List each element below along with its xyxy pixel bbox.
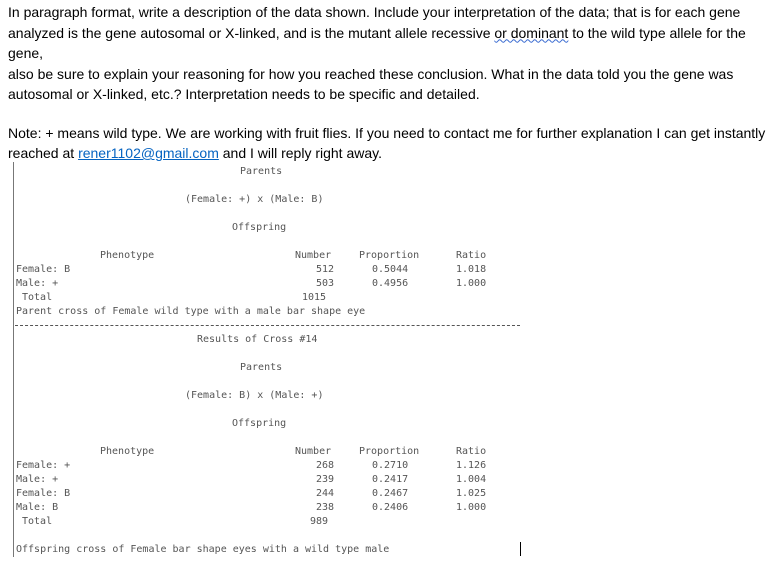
- instructions: [8, 2, 778, 164]
- cross1-row-1-number: 512: [316, 264, 335, 275]
- cross2-row-4-proportion: 0.2406: [372, 502, 409, 513]
- text-cursor: [520, 542, 521, 556]
- cross1-header-ratio: Ratio: [456, 250, 487, 261]
- cross2-row-3-phenotype: Female: B: [16, 488, 71, 499]
- cross1-row-2-proportion: 0.4956: [372, 278, 409, 289]
- cross2-row-1-proportion: 0.2710: [372, 460, 409, 471]
- cross2-parents-cross: (Female: B) x (Male: +): [185, 390, 324, 401]
- cross2-parents-label: Parents: [240, 362, 283, 373]
- instruction-line-2: [8, 23, 778, 64]
- cross1-offspring-label: Offspring: [232, 222, 287, 233]
- cross1-header-number: Number: [295, 250, 332, 261]
- cross2-row-1-number: 268: [316, 460, 335, 471]
- cross1-row-2-number: 503: [316, 278, 335, 289]
- cross2-row-1-ratio: 1.126: [456, 460, 487, 471]
- note-line-1: Note: + means wild type. We are working with fruit flies. If you need to contact me for further explanation I can get instantly: [8, 124, 766, 141]
- spellcheck-underlined-text: or dominant: [494, 24, 569, 41]
- cross2-header-proportion: Proportion: [359, 446, 420, 457]
- email-link[interactable]: rener1102@gmail.com: [78, 145, 219, 161]
- cross1-caption: Parent cross of Female wild type with a male bar shape eye: [16, 306, 366, 317]
- cross2-row-2-proportion: 0.2417: [372, 474, 409, 485]
- cross2-row-3-number: 244: [316, 488, 335, 499]
- cross1-row-1-phenotype: Female: B: [16, 264, 71, 275]
- instruction-line-3: also be sure to explain your reasoning for how you reached these conclusion. What in the data told you the gene was: [8, 65, 734, 82]
- cross1-parents-label: Parents: [240, 166, 283, 177]
- cross2-total-label: Total: [22, 516, 53, 527]
- cross2-caption: Offspring cross of Female bar shape eyes with a wild type male: [16, 544, 390, 555]
- cross2-row-1-phenotype: Female: +: [16, 460, 71, 471]
- cross1-total-label: Total: [22, 292, 53, 303]
- note-line-2-a: reached at: [8, 145, 79, 161]
- cross2-header-ratio: Ratio: [456, 446, 487, 457]
- instruction-line-2-c: to the wild type allele for the gene,: [8, 24, 746, 61]
- cross1-row-1-ratio: 1.018: [456, 264, 487, 275]
- cross2-total-value: 989: [310, 516, 329, 527]
- cross1-parents-cross: (Female: +) x (Male: B): [185, 194, 324, 205]
- cross1-header-proportion: Proportion: [359, 250, 420, 261]
- cross2-offspring-label: Offspring: [232, 418, 287, 429]
- instruction-line-4: autosomal or X-linked, etc.? Interpretation needs to be specific and detailed.: [8, 86, 480, 102]
- cross2-row-3-proportion: 0.2467: [372, 488, 409, 499]
- cross2-header-phenotype: Phenotype: [100, 446, 155, 457]
- cross2-row-2-ratio: 1.004: [456, 474, 487, 485]
- data-box-border: [13, 162, 14, 557]
- cross2-header-number: Number: [295, 446, 332, 457]
- cross1-row-2-phenotype: Male: +: [16, 278, 59, 289]
- cross2-row-4-ratio: 1.000: [456, 502, 487, 513]
- section-divider: [15, 325, 520, 326]
- cross2-row-4-number: 238: [316, 502, 335, 513]
- note-line-2-b: and I will reply right away.: [218, 145, 382, 161]
- cross1-row-2-ratio: 1.000: [456, 278, 487, 289]
- note-line-2: [8, 143, 778, 164]
- cross2-row-2-number: 239: [316, 474, 335, 485]
- instruction-line-1: In paragraph format, write a description of the data shown. Include your interpretation of the data; that is for each gene: [8, 4, 741, 20]
- cross2-row-3-ratio: 1.025: [456, 488, 487, 499]
- cross1-header-phenotype: Phenotype: [100, 250, 155, 261]
- cross2-row-2-phenotype: Male: +: [16, 474, 59, 485]
- cross2-row-4-phenotype: Male: B: [16, 502, 59, 513]
- cross1-row-1-proportion: 0.5044: [372, 264, 409, 275]
- cross1-total-value: 1015: [302, 292, 327, 303]
- cross2-results-title: Results of Cross #14: [197, 334, 318, 345]
- instruction-line-2-a: analyzed is the gene autosomal or X-linked, and is the mutant allele recessive: [8, 24, 495, 41]
